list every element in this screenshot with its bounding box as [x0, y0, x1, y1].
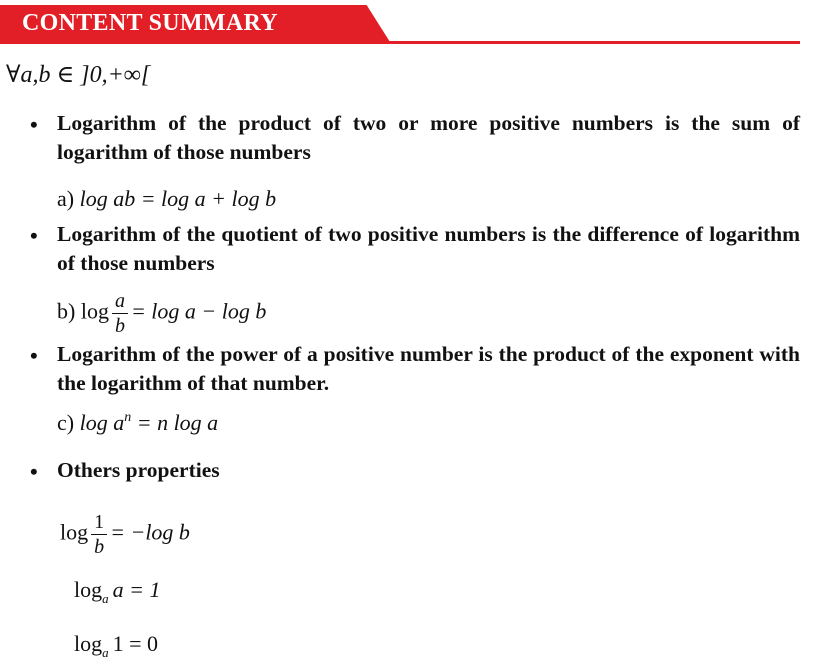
formula-log: log	[80, 298, 109, 324]
formula-log: log	[60, 519, 89, 545]
formula-rhs: = log a − log b	[130, 298, 267, 324]
fraction-denominator: b	[94, 536, 105, 558]
formula-log-of-one	[74, 631, 158, 661]
formula-rhs: = −log b	[110, 519, 190, 545]
formula-label: b)	[57, 298, 76, 324]
formula-power-rule	[57, 410, 218, 436]
formula-exponent: n	[124, 410, 132, 425]
bullet-quotient-rule: Logarithm of the quotient of two positive numbers is the difference of logarithm of those numbers	[57, 222, 800, 275]
fraction-numerator: 1	[91, 512, 107, 535]
bullet-dot-icon: •	[30, 112, 38, 137]
formula-reciprocal	[60, 512, 190, 557]
bullet-other-properties: Others properties	[57, 458, 220, 482]
fraction	[112, 291, 128, 336]
section-header	[0, 5, 800, 45]
bullet-dot-icon: •	[30, 459, 38, 484]
header-rule	[0, 41, 800, 44]
formula-rhs: a = 1	[112, 577, 161, 602]
formula-quotient-rule	[57, 291, 266, 336]
formula-product-rule	[57, 186, 276, 212]
fraction-denominator: b	[114, 315, 125, 337]
formula-log: log	[74, 577, 103, 602]
formula-log-base-self	[74, 577, 160, 607]
bullet-product-rule: Logarithm of the product of two or more positive numbers is the sum of logarithm of those numbers	[57, 111, 800, 164]
formula-label: c)	[57, 410, 75, 435]
formula-label: a)	[57, 186, 75, 211]
formula-log: log	[74, 631, 103, 656]
formula-expression: log ab = log a + log b	[79, 186, 277, 211]
bullet-power-rule: Logarithm of the power of a positive number is the product of the exponent with the logarithm of that number.	[57, 342, 800, 395]
formula-base: a	[102, 591, 109, 606]
section-title: CONTENT SUMMARY	[22, 10, 278, 36]
quantifier-statement: ∀a,b ∈ ]0,+∞[	[6, 62, 151, 88]
fraction-numerator: a	[112, 291, 128, 314]
bullet-dot-icon: •	[30, 343, 38, 368]
fraction	[91, 512, 107, 557]
formula-rhs: = n log a	[136, 410, 219, 435]
formula-base: a	[102, 645, 109, 660]
bullet-dot-icon: •	[30, 223, 38, 248]
formula-lhs: log a	[79, 410, 125, 435]
formula-rhs: 1 = 0	[112, 631, 159, 656]
